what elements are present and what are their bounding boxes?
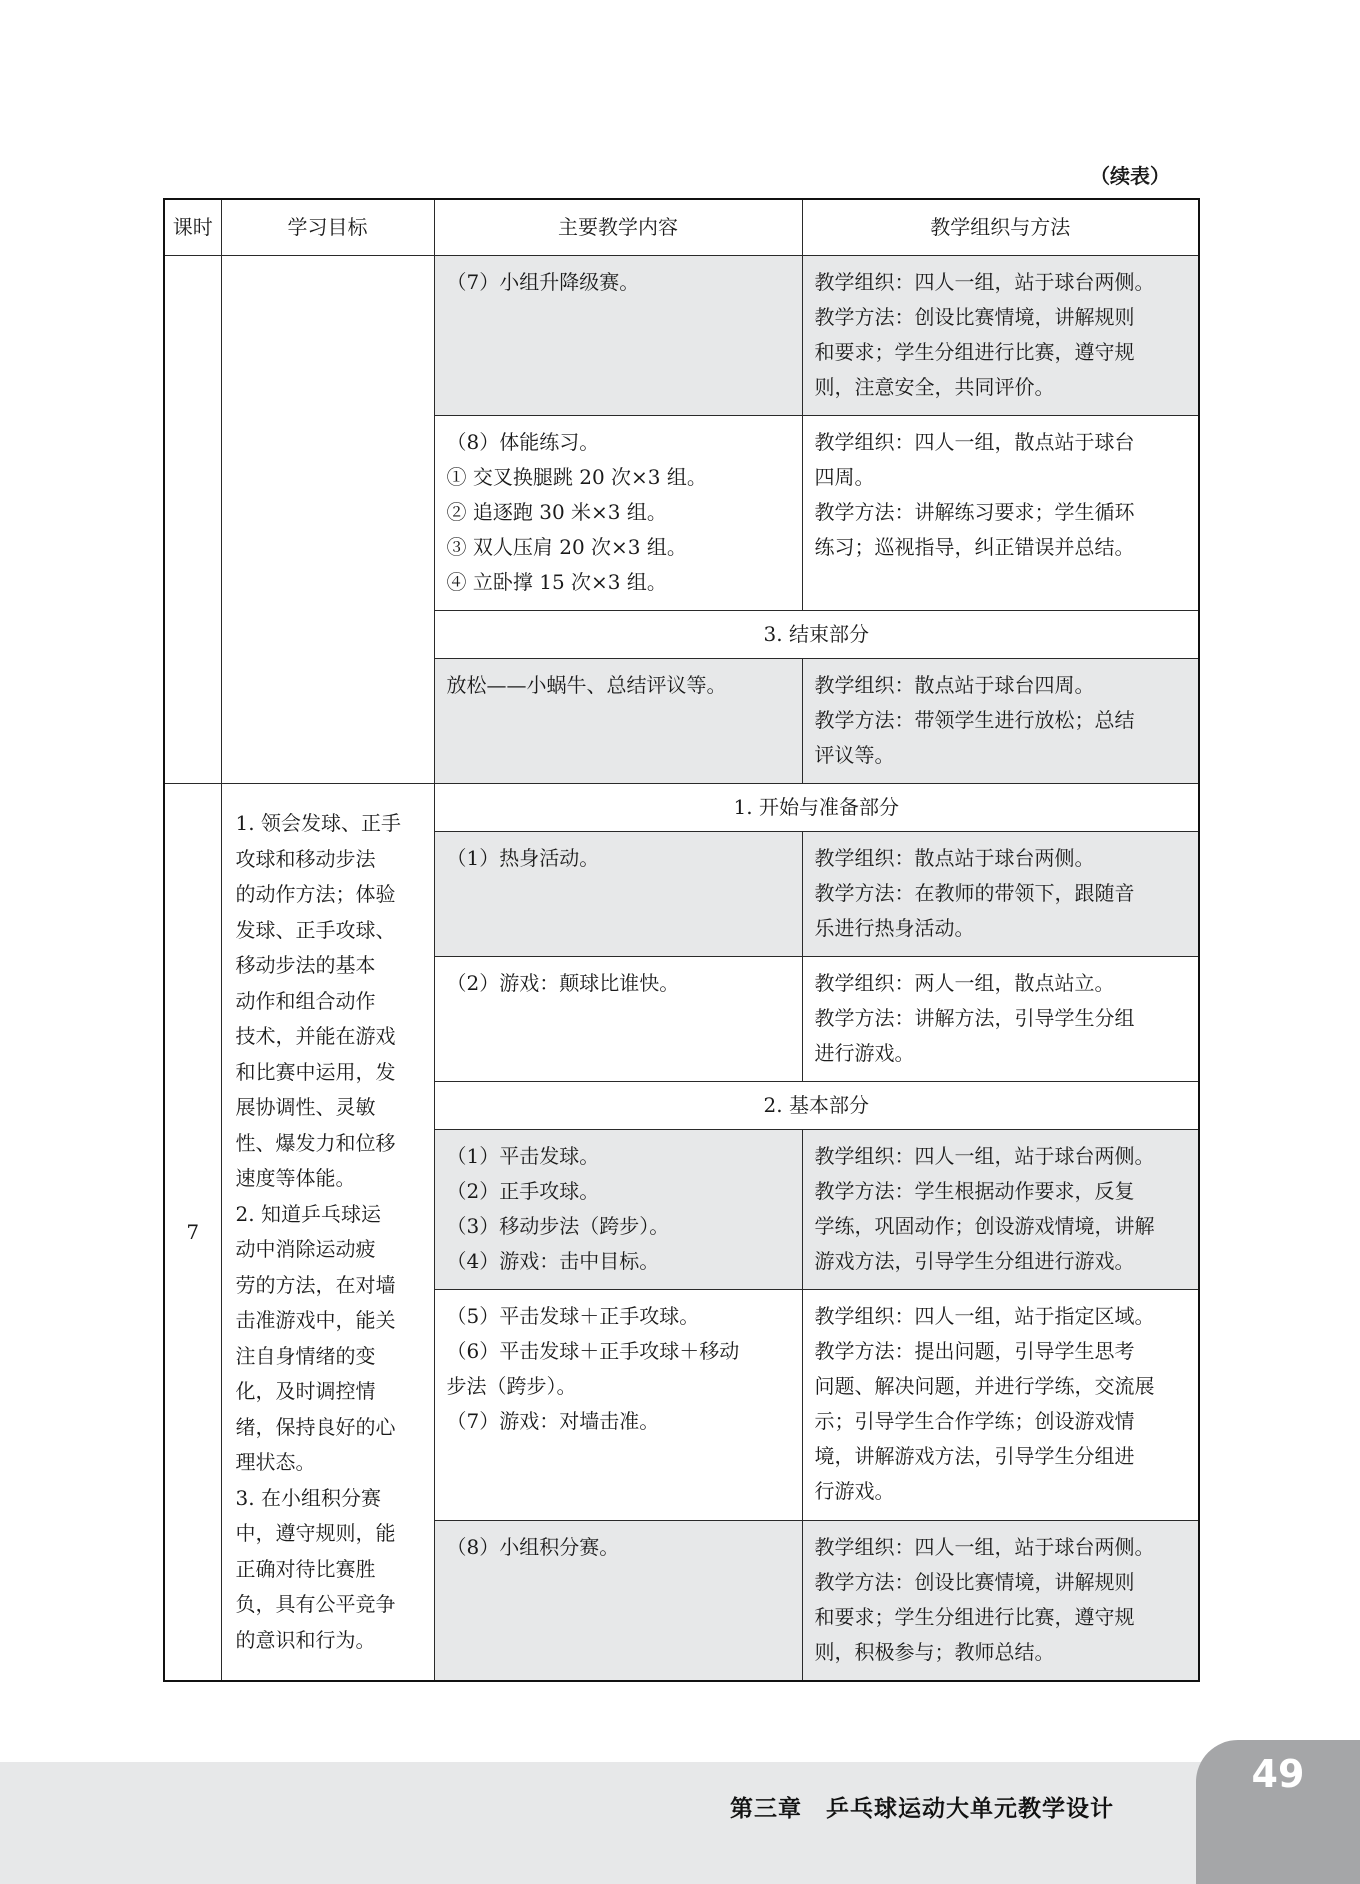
content-cell: （1）热身活动。	[434, 832, 802, 957]
content-cell: （1）平击发球。 （2）正手攻球。 （3）移动步法（跨步）。 （4）游戏：击中目标。	[434, 1130, 802, 1290]
section-end-heading: 3. 结束部分	[434, 611, 1199, 659]
section-start-heading: 1. 开始与准备部分	[434, 784, 1199, 832]
method-cell: 教学组织：两人一组，散点站立。 教学方法：讲解方法，引导学生分组 进行游戏。	[802, 957, 1199, 1082]
goals-cell-7: 1. 领会发球、正手 攻球和移动步法 的动作方法；体验 发球、正手攻球、 移动步法的基本 动作和组合动作 技术，并能在游戏 和比赛中运用，发 展协调性、灵敏 性、爆发力和位移 速度等体能。 2. 知道乒乓球运 动中消除运动疲 劳的方法，在对墙 击准游戏中，能关 注自身情绪的变 化，及时调控情 绪，保持良好的心 理状态。 3. 在小组积分赛 中，遵守规则，能 正确对待比赛胜 负，具有公平竞争 的意识和行为。	[221, 784, 434, 1682]
section-row	[164, 784, 1199, 832]
table-header-row	[164, 199, 1199, 256]
page-number: 49	[1251, 1752, 1305, 1796]
header-goals: 学习目标	[221, 199, 434, 256]
period-cell-prev	[164, 256, 221, 784]
continued-label: （续表）	[1090, 164, 1170, 188]
header-method: 教学组织与方法	[802, 199, 1199, 256]
period-cell-7: 7	[164, 784, 221, 1682]
content-cell: （5）平击发球＋正手攻球。 （6）平击发球＋正手攻球＋移动 步法（跨步）。 （7）游戏：对墙击准。	[434, 1290, 802, 1520]
content-cell: （8）体能练习。 ① 交叉换腿跳 20 次×3 组。 ② 追逐跑 30 米×3 组。 ③ 双人压肩 20 次×3 组。 ④ 立卧撑 15 次×3 组。	[434, 416, 802, 611]
method-cell: 教学组织：散点站于球台两侧。 教学方法：在教师的带领下，跟随音 乐进行热身活动。	[802, 832, 1199, 957]
section-basic-heading: 2. 基本部分	[434, 1082, 1199, 1130]
method-cell: 教学组织：四人一组，站于球台两侧。 教学方法：创设比赛情境，讲解规则 和要求；学生分组进行比赛，遵守规 则，积极参与；教师总结。	[802, 1520, 1199, 1681]
content-cell: （8）小组积分赛。	[434, 1520, 802, 1681]
header-period: 课时	[164, 199, 221, 256]
chapter-title: 第三章 乒乓球运动大单元教学设计	[730, 1796, 1114, 1822]
method-cell: 教学组织：四人一组，站于指定区域。 教学方法：提出问题，引导学生思考 问题、解决问题，并进行学练，交流展 示；引导学生合作学练；创设游戏情 境，讲解游戏方法，引导学生分组进 行游戏。	[802, 1290, 1199, 1520]
method-cell: 教学组织：四人一组，散点站于球台 四周。 教学方法：讲解练习要求；学生循环 练习；巡视指导，纠正错误并总结。	[802, 416, 1199, 611]
method-cell: 教学组织：四人一组，站于球台两侧。 教学方法：创设比赛情境，讲解规则 和要求；学生分组进行比赛，遵守规 则，注意安全，共同评价。	[802, 256, 1199, 416]
table-row	[164, 256, 1199, 416]
content-cell: （7）小组升降级赛。	[434, 256, 802, 416]
method-cell: 教学组织：四人一组，站于球台两侧。 教学方法：学生根据动作要求，反复 学练，巩固动作；创设游戏情境，讲解 游戏方法，引导学生分组进行游戏。	[802, 1130, 1199, 1290]
goals-cell-prev	[221, 256, 434, 784]
content-cell: （2）游戏：颠球比谁快。	[434, 957, 802, 1082]
header-content: 主要教学内容	[434, 199, 802, 256]
method-cell: 教学组织：散点站于球台四周。 教学方法：带领学生进行放松；总结 评议等。	[802, 659, 1199, 784]
lesson-plan-table	[163, 198, 1200, 1682]
content-cell: 放松——小蜗牛、总结评议等。	[434, 659, 802, 784]
footer-bar	[0, 1762, 1360, 1884]
